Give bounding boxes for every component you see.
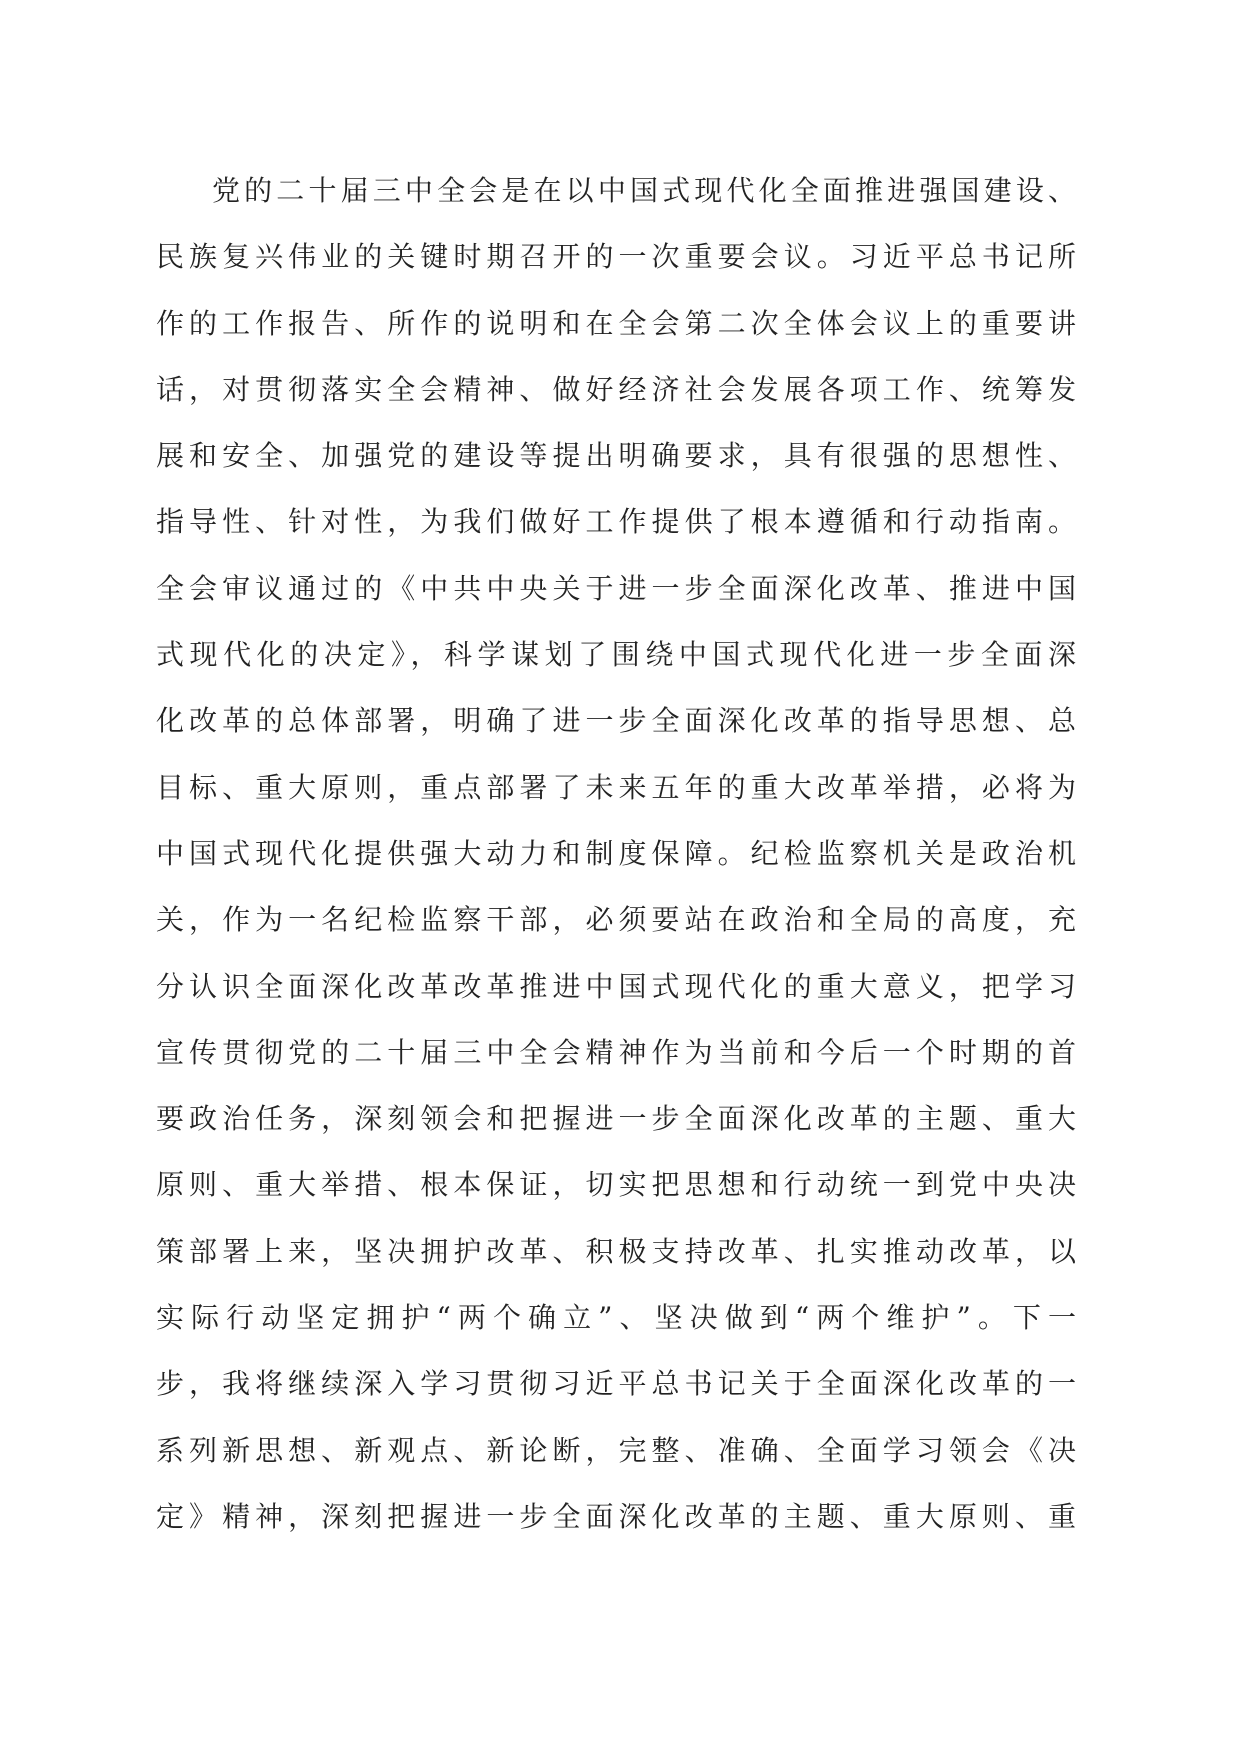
paragraph-line-14: 宣传贯彻党的二十届三中全会精神作为当前和今后一个时期的首 bbox=[156, 1035, 1076, 1069]
paragraph-line-21: 定》精神，深刻把握进一步全面深化改革的主题、重大原则、重 bbox=[156, 1499, 1076, 1533]
paragraph-line-1: 党的二十届三中全会是在以中国式现代化全面推进强国建设、 bbox=[212, 174, 1076, 207]
paragraph-line-11: 中国式现代化提供强大动力和制度保障。纪检监察机关是政治机 bbox=[156, 836, 1076, 870]
paragraph-line-8: 式现代化的决定》，科学谋划了围绕中国式现代化进一步全面深 bbox=[156, 638, 1076, 672]
paragraph-line-19: 步，我将继续深入学习贯彻习近平总书记关于全面深化改革的一 bbox=[156, 1367, 1076, 1401]
paragraph-line-10: 目标、重大原则，重点部署了未来五年的重大改革举措，必将为 bbox=[156, 770, 1076, 804]
paragraph-line-15: 要政治任务，深刻领会和把握进一步全面深化改革的主题、重大 bbox=[156, 1102, 1076, 1136]
paragraph-line-12: 关，作为一名纪检监察干部，必须要站在政治和全局的高度，充 bbox=[156, 903, 1076, 937]
paragraph-line-2: 民族复兴伟业的关键时期召开的一次重要会议。习近平总书记所 bbox=[156, 240, 1076, 274]
paragraph-line-3: 作的工作报告、所作的说明和在全会第二次全体会议上的重要讲 bbox=[156, 306, 1076, 340]
body-paragraph bbox=[156, 158, 1076, 1550]
paragraph-line-18: 实际行动坚定拥护“两个确立”、坚决做到“两个维护”。下一 bbox=[156, 1301, 1076, 1335]
paragraph-line-13: 分认识全面深化改革改革推进中国式现代化的重大意义，把学习 bbox=[156, 969, 1076, 1003]
paragraph-line-6: 指导性、针对性，为我们做好工作提供了根本遵循和行动指南。 bbox=[156, 505, 1076, 539]
paragraph-line-4: 话，对贯彻落实全会精神、做好经济社会发展各项工作、统筹发 bbox=[156, 372, 1076, 406]
paragraph-line-17: 策部署上来，坚决拥护改革、积极支持改革、扎实推动改革，以 bbox=[156, 1234, 1076, 1268]
paragraph-line-7: 全会审议通过的《中共中央关于进一步全面深化改革、推进中国 bbox=[156, 571, 1076, 605]
paragraph-line-20: 系列新思想、新观点、新论断，完整、准确、全面学习领会《决 bbox=[156, 1433, 1076, 1467]
paragraph-line-5: 展和安全、加强党的建设等提出明确要求，具有很强的思想性、 bbox=[156, 439, 1076, 473]
paragraph-line-16: 原则、重大举措、根本保证，切实把思想和行动统一到党中央决 bbox=[156, 1168, 1076, 1202]
paragraph-line-9: 化改革的总体部署，明确了进一步全面深化改革的指导思想、总 bbox=[156, 704, 1076, 738]
